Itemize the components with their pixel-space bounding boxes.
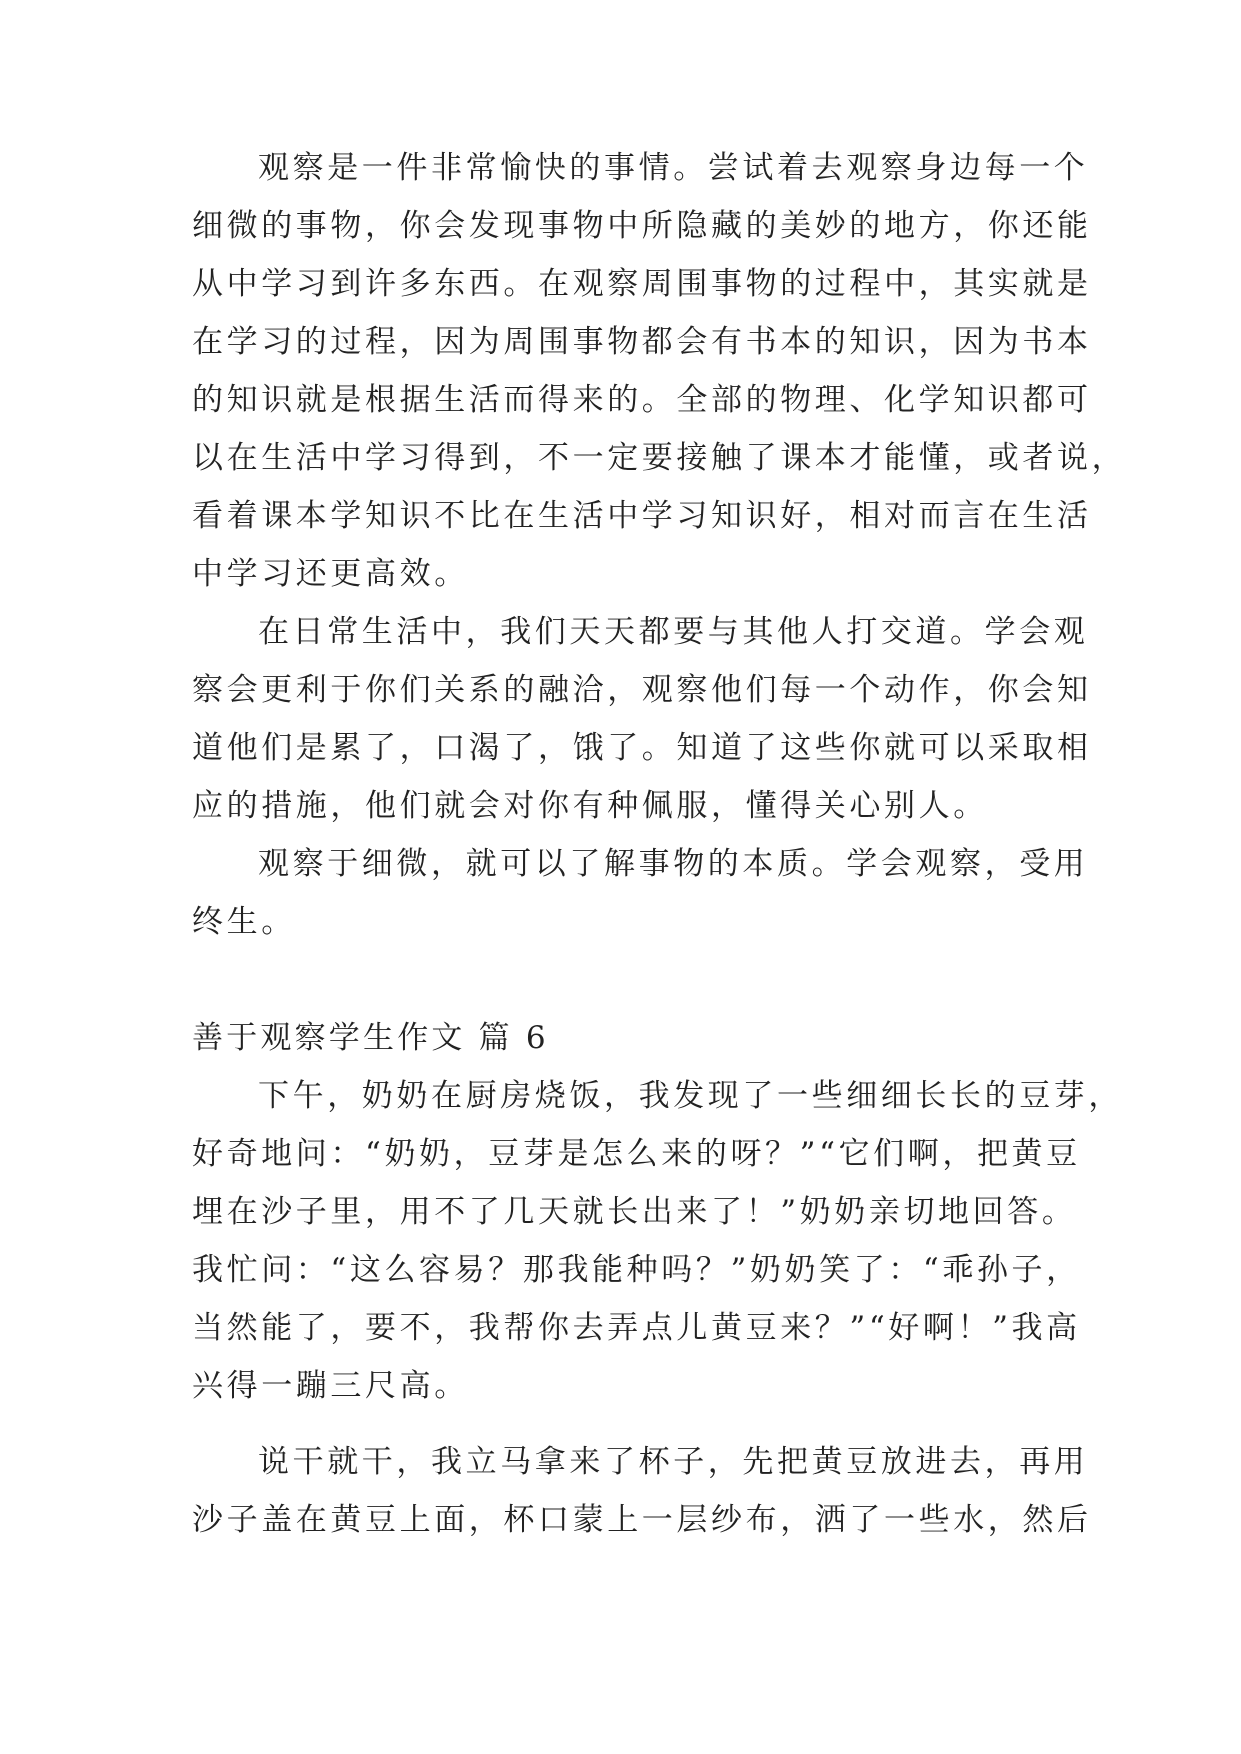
text-line: 观察于细微，就可以了解事物的本质。学会观察，受用: [258, 846, 1089, 882]
text-line: 埋在沙子里，用不了几天就长出来了！”奶奶亲切地回答。: [192, 1194, 1077, 1230]
text-line: 在日常生活中，我们天天都要与其他人打交道。学会观: [258, 614, 1089, 650]
text-line: 终生。: [192, 904, 296, 940]
text-line: 观察是一件非常愉快的事情。尝试着去观察身边每一个: [258, 150, 1089, 186]
text-line: 的知识就是根据生活而得来的。全部的物理、化学知识都可: [192, 382, 1092, 418]
text-line: 看着课本学知识不比在生活中学习知识好，相对而言在生活: [192, 498, 1092, 534]
text-line: 兴得一蹦三尺高。: [192, 1368, 469, 1404]
text-line: 下午，奶奶在厨房烧饭，我发现了一些细细长长的豆芽，: [258, 1078, 1123, 1114]
text-line: 以在生活中学习得到，不一定要接触了课本才能懂，或者说，: [192, 440, 1127, 476]
text-line: 应的措施，他们就会对你有种佩服，懂得关心别人。: [192, 788, 988, 824]
text-line: 道他们是累了，口渴了，饿了。知道了这些你就可以采取相: [192, 730, 1092, 766]
text-line: 沙子盖在黄豆上面，杯口蒙上一层纱布，洒了一些水，然后: [192, 1502, 1092, 1538]
text-line: 在学习的过程，因为周围事物都会有书本的知识，因为书本: [192, 324, 1092, 360]
text-line: 从中学习到许多东西。在观察周围事物的过程中，其实就是: [192, 266, 1092, 302]
section-title: 善于观察学生作文 篇 6: [192, 1020, 549, 1056]
text-line: 细微的事物，你会发现事物中所隐藏的美妙的地方，你还能: [192, 208, 1092, 244]
text-line: 我忙问：“这么容易？那我能种吗？”奶奶笑了：“乖孙子，: [192, 1252, 1081, 1288]
text-line: 当然能了，要不，我帮你去弄点儿黄豆来？”“好啊！”我高: [192, 1310, 1081, 1346]
text-line: 中学习还更高效。: [192, 556, 469, 592]
text-line: 好奇地问：“奶奶，豆芽是怎么来的呀？”“它们啊，把黄豆: [192, 1136, 1081, 1172]
text-line: 察会更利于你们关系的融洽，观察他们每一个动作，你会知: [192, 672, 1092, 708]
text-line: 说干就干，我立马拿来了杯子，先把黄豆放进去，再用: [258, 1444, 1089, 1480]
